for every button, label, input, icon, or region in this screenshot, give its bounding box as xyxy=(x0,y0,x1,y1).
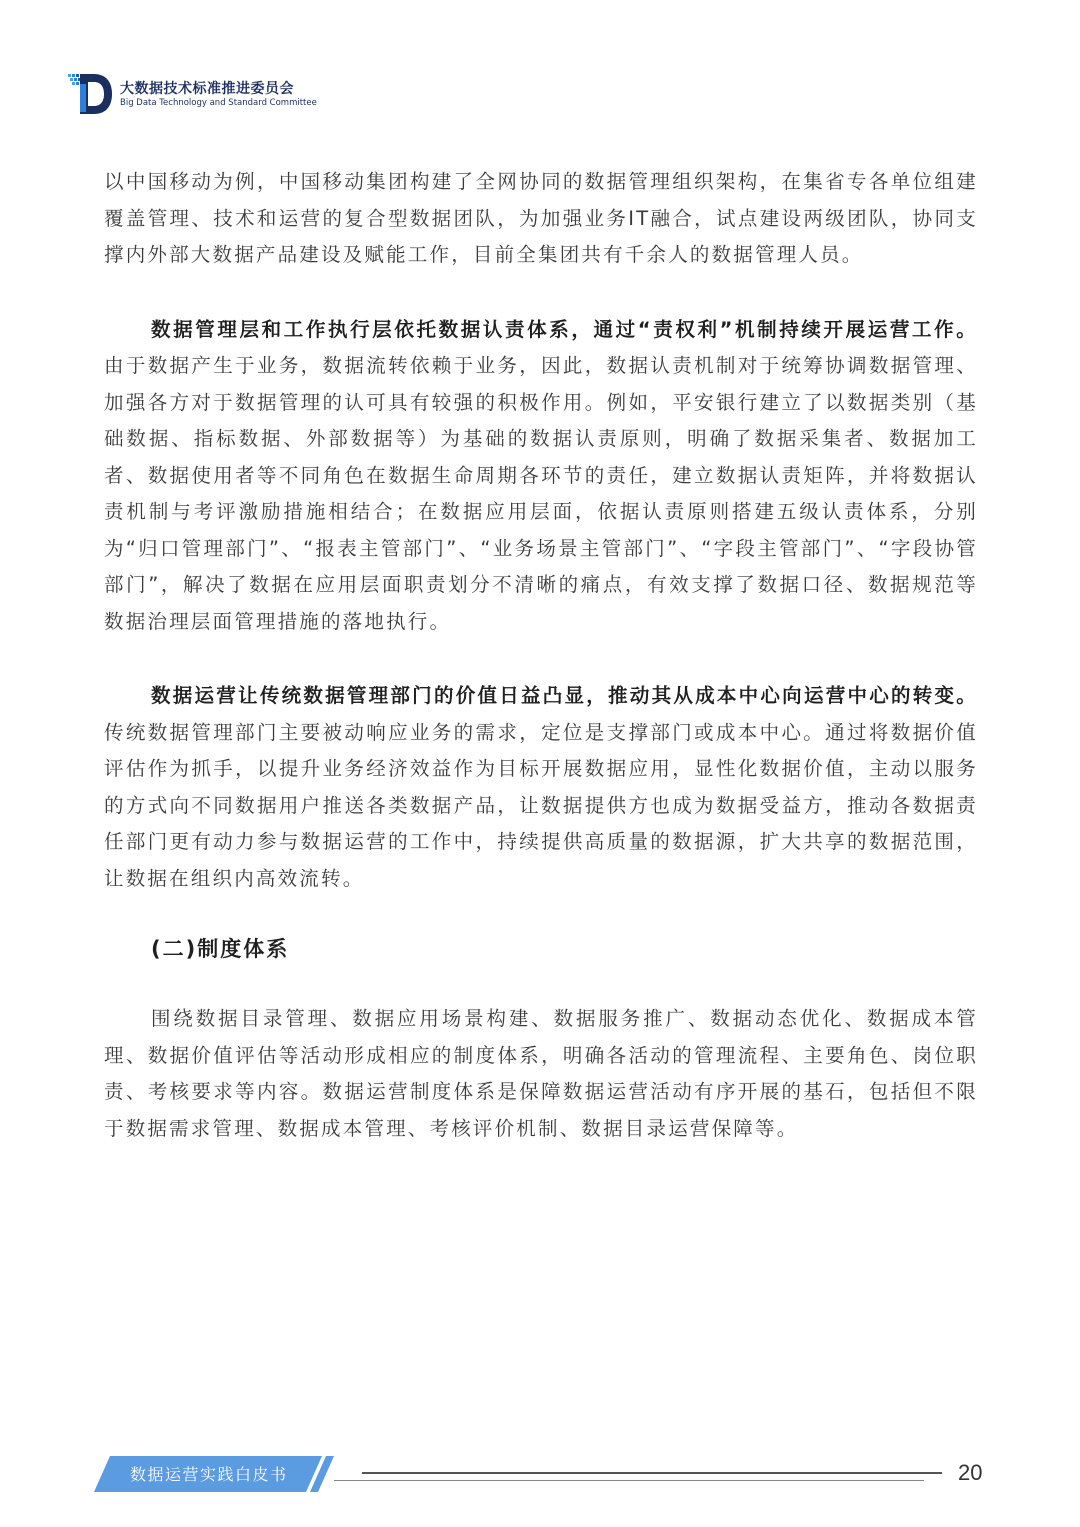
section-title: (二)制度体系 xyxy=(151,937,290,961)
paragraph-value-lead: 数据运营让传统数据管理部门的价值日益凸显，推动其从成本中心向运营中心的转变。 xyxy=(151,684,978,707)
footer-divider xyxy=(362,1472,942,1474)
paragraph-accountability-body: 由于数据产生于业务，数据流转依赖于业务，因此，数据认责机制对于统筹协调数据管理、加强各方对于数据管理的认可具有较强的积极作用。例如，平安银行建立了以数据类别（基础数据、指标数据、外部数据等）为基础的数据认责原则，明确了数据采集者、数据加工者、数据使用者等不同角色在数据生命周期各环节的责任，建立数据认责矩阵，并将数据认责机制与考评激励措施相结合；在数据应用层面，依据认责原则搭建五级认责体系，分别为“归口管理部门”、“报表主管部门”、“业务场景主管部门”、“字段主管部门”、“字段协管部门”，解决了数据在应用层面职责划分不清晰的痛点，有效支撑了数据口径、数据规范等数据治理层面管理措施的落地执行。 xyxy=(104,354,978,633)
footer-book-title: 数据运营实践白皮书 xyxy=(130,1465,288,1484)
page-number: 20 xyxy=(958,1460,983,1485)
page-footer xyxy=(0,1450,1080,1500)
org-name-cn: 大数据技术标准推进委员会 xyxy=(120,81,294,97)
footer-divider-thin xyxy=(334,1480,924,1481)
paragraph-system: 围绕数据目录管理、数据应用场景构建、数据服务推广、数据动态优化、数据成本管理、数据价值评估等活动形成相应的制度体系，明确各活动的管理流程、主要角色、岗位职责、考核要求等内容。数据运营制度体系是保障数据运营活动有序开展的基石，包括但不限于数据需求管理、数据成本管理、考核评价机制、数据目录运营保障等。 xyxy=(104,1007,978,1140)
org-name-en: Big Data Technology and Standard Committee xyxy=(120,98,317,108)
paragraph-china-mobile: 以中国移动为例，中国移动集团构建了全网协同的数据管理组织架构，在集省专各单位组建覆盖管理、技术和运营的复合型数据团队，为加强业务IT融合，试点建设两级团队，协同支撑内外部大数据产品建设及赋能工作，目前全集团共有千余人的数据管理人员。 xyxy=(104,170,978,266)
main-content xyxy=(104,164,978,1147)
paragraph-accountability xyxy=(104,312,978,641)
data-committee-logo-icon xyxy=(68,70,114,116)
paragraph-value-body: 传统数据管理部门主要被动响应业务的需求，定位是支撑部门或成本中心。通过将数据价值评估作为抓手，以提升业务经济效益作为目标开展数据应用，显性化数据价值，主动以服务的方式向不同数据用户推送各类数据产品，让数据提供方也成为数据受益方，推动各数据责任部门更有动力参与数据运营的工作中，持续提供高质量的数据源，扩大共享的数据范围，让数据在组织内高效流转。 xyxy=(104,720,978,890)
page-header xyxy=(68,70,468,118)
paragraph-value xyxy=(104,678,978,897)
paragraph-accountability-lead: 数据管理层和工作执行层依托数据认责体系，通过“责权利”机制持续开展运营工作。 xyxy=(151,317,978,341)
